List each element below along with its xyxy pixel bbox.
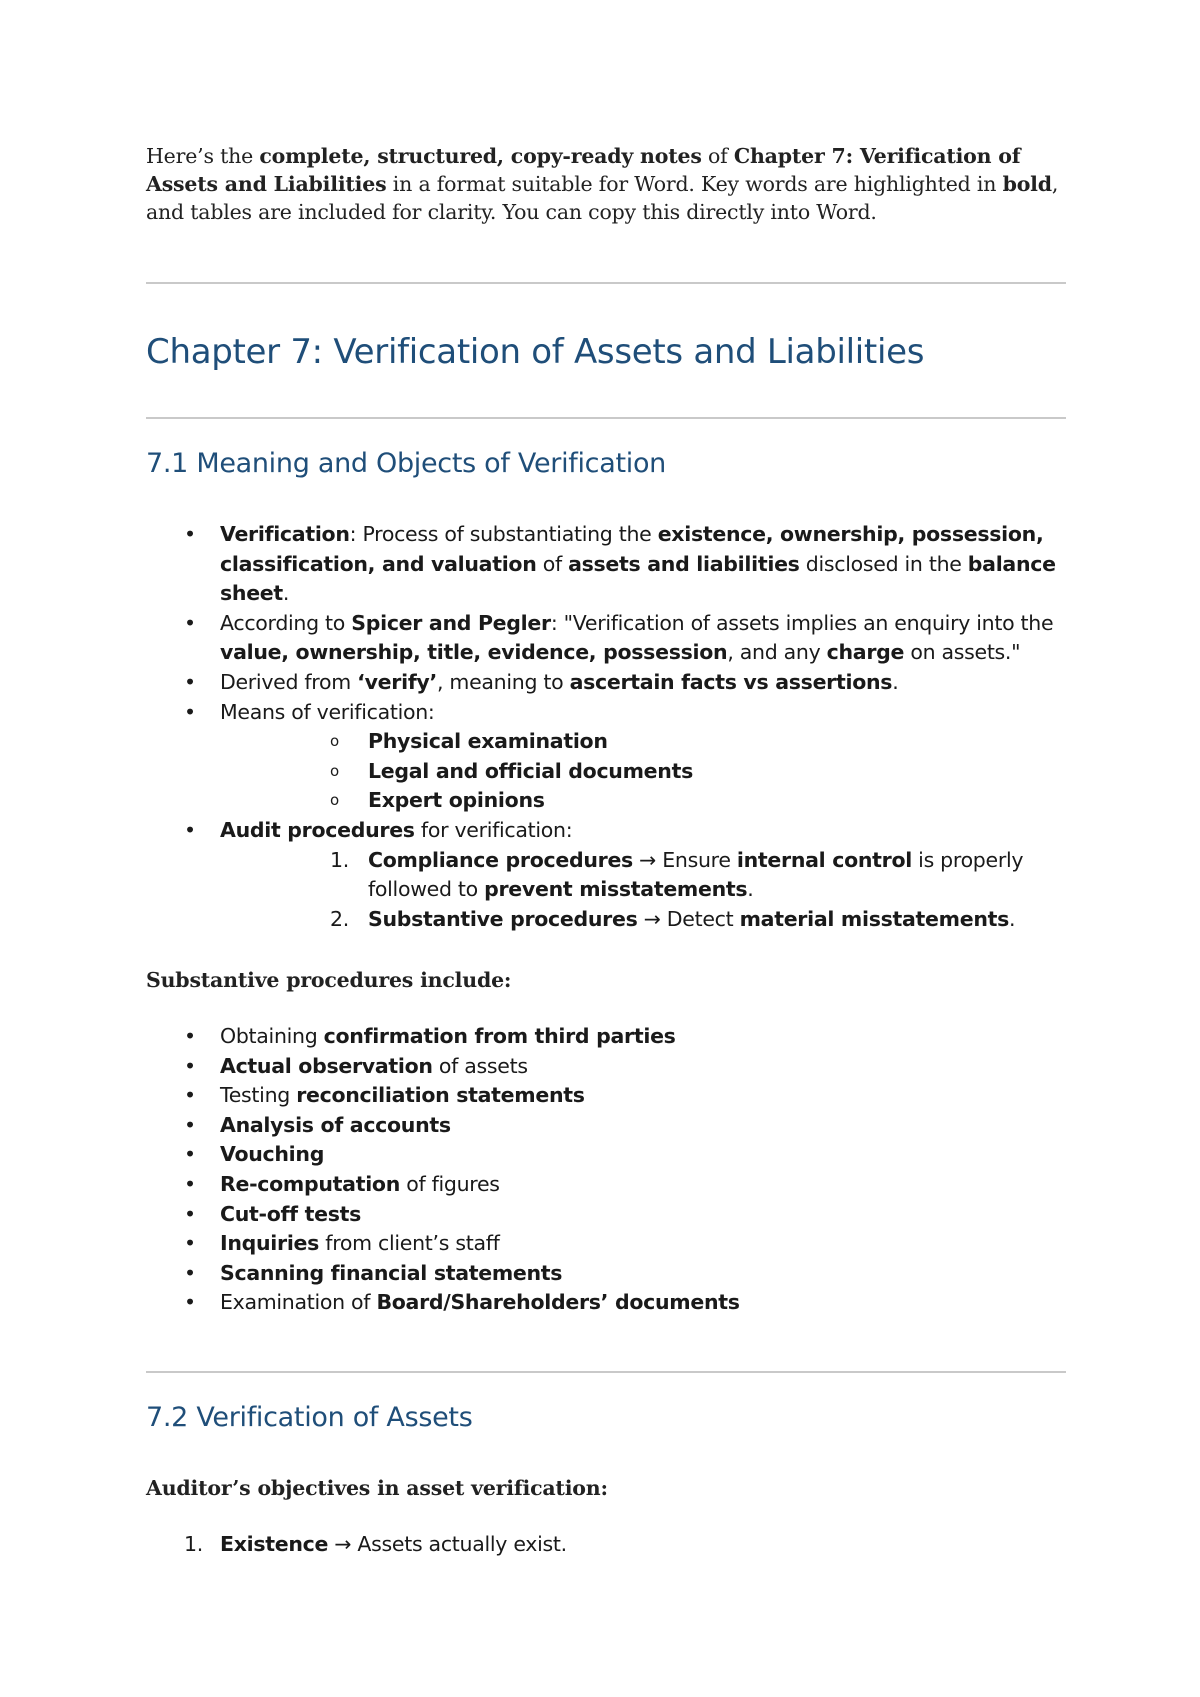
bullet-icon: • bbox=[184, 610, 196, 635]
item-text: → Assets actually exist. bbox=[328, 1532, 567, 1556]
list-item-verification bbox=[146, 520, 1066, 609]
bold-term: assets and liabilities bbox=[568, 551, 800, 576]
item-number: 2. bbox=[330, 906, 349, 931]
bullet-icon: • bbox=[184, 1142, 196, 1167]
bold-term: charge bbox=[826, 640, 905, 665]
bold-term: reconciliation statements bbox=[296, 1083, 585, 1108]
bold-term: Scanning financial statements bbox=[220, 1260, 563, 1285]
list-item-derived bbox=[146, 668, 1066, 698]
bullet-icon: • bbox=[184, 1112, 196, 1137]
item-text: . bbox=[282, 581, 290, 606]
item-text: Means of verification: bbox=[220, 699, 435, 724]
bold-term: prevent misstatements bbox=[484, 877, 748, 902]
intro-paragraph bbox=[146, 142, 1066, 226]
substantive-item bbox=[146, 1200, 1066, 1230]
bold-term: balance sheet bbox=[220, 551, 1056, 606]
bold-term: Cut-off tests bbox=[220, 1201, 362, 1226]
item-text: of bbox=[536, 551, 569, 576]
horizontal-rule bbox=[146, 282, 1066, 284]
bold-term: Expert opinions bbox=[368, 788, 545, 813]
circle-bullet-icon: o bbox=[330, 761, 339, 780]
bullet-icon: • bbox=[184, 669, 196, 694]
item-number: 1. bbox=[330, 847, 349, 872]
audit-numbered-list bbox=[220, 846, 1066, 935]
item-text: , and any bbox=[727, 640, 827, 665]
bold-term: Legal and official documents bbox=[368, 758, 693, 783]
intro-text-1: Here’s the bbox=[146, 144, 260, 168]
bold-term: Substantive procedures bbox=[368, 906, 638, 931]
numbered-item bbox=[220, 905, 1066, 935]
horizontal-rule bbox=[146, 1371, 1066, 1373]
horizontal-rule bbox=[146, 417, 1066, 419]
substantive-list bbox=[146, 1022, 1066, 1318]
bold-term: Re-computation bbox=[220, 1171, 400, 1196]
bullet-icon: • bbox=[184, 1290, 196, 1315]
bold-term: Existence bbox=[220, 1532, 329, 1556]
list-item-spicer bbox=[146, 609, 1066, 668]
bullet-icon: • bbox=[184, 817, 196, 842]
objective-item bbox=[146, 1530, 1066, 1560]
item-text: is properly followed to bbox=[368, 847, 1024, 902]
bold-term: material misstatements bbox=[739, 906, 1010, 931]
bold-term: ‘verify’ bbox=[357, 669, 437, 694]
item-text: Derived from bbox=[220, 669, 358, 694]
substantive-item bbox=[146, 1081, 1066, 1111]
bold-term: existence, ownership, possession, classification, and valuation bbox=[220, 522, 1044, 576]
intro-bold-2: Chapter 7: Verification of Assets and Liabilities bbox=[146, 144, 1021, 196]
means-sublist bbox=[220, 727, 1066, 816]
objectives-heading: Auditor’s objectives in asset verification: bbox=[146, 1476, 608, 1500]
substantive-item bbox=[146, 1259, 1066, 1289]
item-text: : Process of substantiating the bbox=[349, 522, 658, 546]
chapter-title: Chapter 7: Verification of Assets and Liabilities bbox=[146, 332, 925, 372]
item-text: . bbox=[747, 877, 754, 902]
sub-list-item bbox=[220, 757, 1066, 787]
item-text: Examination of bbox=[220, 1290, 377, 1315]
bold-term: Audit procedures bbox=[220, 817, 415, 842]
substantive-item bbox=[146, 1288, 1066, 1318]
bullet-icon: • bbox=[184, 1231, 196, 1256]
item-text: Testing bbox=[220, 1083, 297, 1108]
bold-term: Actual observation bbox=[220, 1053, 433, 1078]
section-7-2-heading: 7.2 Verification of Assets bbox=[146, 1402, 473, 1433]
bold-term: Inquiries bbox=[220, 1231, 320, 1256]
bold-term: Board/Shareholders’ documents bbox=[376, 1290, 740, 1315]
intro-bold-3: bold bbox=[1002, 172, 1052, 196]
bullet-icon: • bbox=[184, 522, 196, 546]
list-item-means bbox=[146, 698, 1066, 816]
substantive-item bbox=[146, 1170, 1066, 1200]
bullet-icon: • bbox=[184, 699, 196, 724]
bold-term: confirmation from third parties bbox=[323, 1024, 676, 1048]
item-text: . bbox=[1009, 906, 1016, 931]
bold-term: Physical examination bbox=[368, 729, 608, 754]
bold-term: Vouching bbox=[220, 1142, 325, 1167]
item-text: on assets." bbox=[904, 640, 1021, 665]
objectives-list bbox=[146, 1530, 1066, 1560]
item-text: of figures bbox=[400, 1171, 500, 1196]
sub-list-item bbox=[220, 786, 1066, 816]
substantive-item bbox=[146, 1229, 1066, 1259]
item-text: → Ensure bbox=[632, 847, 737, 872]
bullet-icon: • bbox=[184, 1260, 196, 1285]
item-text: : "Verification of assets implies an enquiry into the bbox=[550, 610, 1054, 635]
item-number: 1. bbox=[184, 1532, 203, 1556]
circle-bullet-icon: o bbox=[330, 732, 339, 751]
bullet-icon: • bbox=[184, 1083, 196, 1108]
bullet-icon: • bbox=[184, 1201, 196, 1226]
item-text: → Detect bbox=[637, 906, 740, 931]
item-text: disclosed in the bbox=[799, 551, 968, 576]
sub-list-item bbox=[220, 727, 1066, 757]
substantive-item bbox=[146, 1111, 1066, 1141]
numbered-item bbox=[220, 846, 1066, 905]
substantive-item bbox=[146, 1052, 1066, 1082]
substantive-heading: Substantive procedures include: bbox=[146, 968, 512, 992]
substantive-item bbox=[146, 1140, 1066, 1170]
bold-term: internal control bbox=[736, 847, 912, 872]
bold-term: Compliance procedures bbox=[368, 847, 633, 872]
section-7-1-heading: 7.1 Meaning and Objects of Verification bbox=[146, 448, 666, 479]
item-text: from client’s staff bbox=[319, 1231, 500, 1256]
item-text: Obtaining bbox=[220, 1024, 324, 1048]
list-item-audit bbox=[146, 816, 1066, 934]
intro-text-4: , and tables are included for clarity. You can copy this directly into Word. bbox=[146, 172, 1059, 224]
intro-text-2: of bbox=[701, 144, 734, 168]
bold-term: value, ownership, title, evidence, possession bbox=[220, 640, 728, 665]
intro-text-3: in a format suitable for Word. Key words are highlighted in bbox=[386, 172, 1003, 196]
bullet-icon: • bbox=[184, 1171, 196, 1196]
bold-term: Analysis of accounts bbox=[220, 1112, 451, 1137]
bold-term: Verification bbox=[220, 522, 350, 546]
bold-term: ascertain facts vs assertions bbox=[569, 669, 893, 694]
bullet-icon: • bbox=[184, 1024, 196, 1048]
item-text: According to bbox=[220, 610, 352, 635]
substantive-item bbox=[146, 1022, 1066, 1052]
bullet-icon: • bbox=[184, 1053, 196, 1078]
item-text: , meaning to bbox=[437, 669, 570, 694]
item-text: for verification: bbox=[414, 817, 573, 842]
bold-term: Spicer and Pegler bbox=[351, 610, 551, 635]
item-text: . bbox=[892, 669, 899, 694]
item-text: of assets bbox=[432, 1053, 528, 1078]
circle-bullet-icon: o bbox=[330, 791, 339, 810]
intro-bold-1: complete, structured, copy-ready notes bbox=[259, 144, 702, 168]
section-7-1-list bbox=[146, 520, 1066, 934]
